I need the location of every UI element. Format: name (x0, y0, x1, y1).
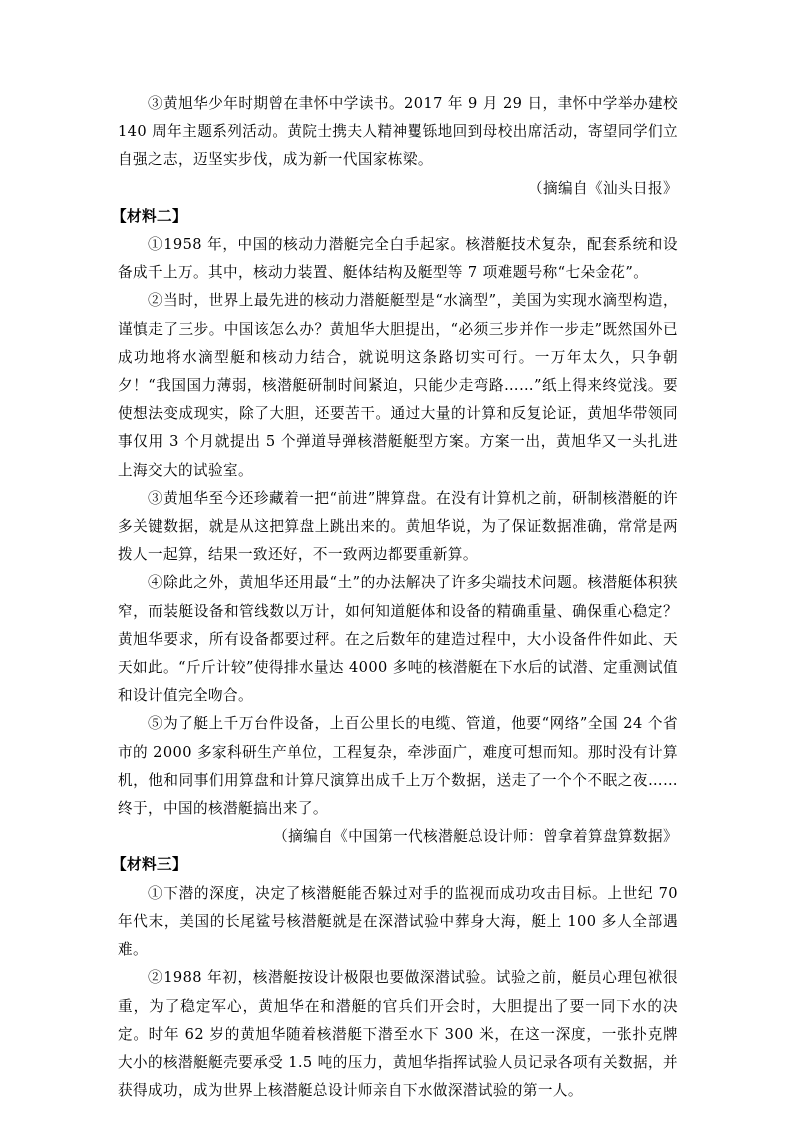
material-three-paragraph-2: ②1988 年初，核潜艇按设计极限也要做深潜试验。试验之前，艇员心理包袱很重，为了稳定军心，黄旭华在和潜艇的官兵们开会时，大胆提出了要一同下水的决定。时年 62 岁的黄旭华随着核潜艇下潜至水下 300 米，在这一深度，一张扑克牌大小的核潜艇艇壳要承受 1.5 吨的压力，黄旭华指挥试验人员记录各项有关数据，并获得成功，成为世界上核潜艇总设计师亲自下水做深潜试验的第一人。 (118, 969, 678, 1100)
document-body (112, 90, 678, 1105)
material-two-paragraph-1: ①1958 年，中国的核动力潜艇完全白手起家。核潜艇技术复杂，配套系统和设备成千上万。其中，核动力装置、艇体结构及艇型等 7 项难题号称“七朵金花”。 (118, 236, 678, 282)
material-three-paragraph-1: ①下潜的深度，决定了核潜艇能否躲过对手的监视而成功攻击目标。上世纪 70 年代末，美国的长尾鲨号核潜艇就是在深潜试验中葬身大海，艇上 100 多人全部遇难。 (118, 884, 678, 959)
material-two-paragraph-5: ⑤为了艇上千万台件设备，上百公里长的电缆、管道，他要“网络”全国 24 个省市的 2000 多家科研生产单位，工程复杂，牵涉面广，难度可想而知。那时没有计算机，他和同事们用算盘和计算尺演算出成千上万个数据，送走了一个个不眠之夜……终于，中国的核潜艇搞出来了。 (118, 715, 678, 818)
material-two-paragraph-2: ②当时，世界上最先进的核动力潜艇艇型是“水滴型”，美国为实现水滴型构造，谨慎走了三步。中国该怎么办？黄旭华大胆提出，“必须三步并作一步走”既然国外已成功地将水滴型艇和核动力结合，就说明这条路切实可行。一万年太久，只争朝夕！“我国国力薄弱，核潜艇研制时间紧迫，只能少走弯路……”纸上得来终觉浅。要使想法变成现实，除了大胆，还要苦干。通过大量的计算和反复论证，黄旭华带领同事仅用 3 个月就提出 5 个弹道导弹核潜艇艇型方案。方案一出，黄旭华又一头扎进上海交大的试验室。 (118, 292, 678, 479)
material-two-heading: 【材料二】 (112, 207, 187, 225)
source-citation-1: （摘编自《汕头日报》 (528, 179, 678, 197)
material-two-paragraph-4: ④除此之外，黄旭华还用最“土”的办法解决了许多尖端技术问题。核潜艇体积狭窄，而装艇设备和管线数以万计，如何知道艇体和设备的精确重量、确保重心稳定？黄旭华要求，所有设备都要过秤。在之后数年的建造过程中，大小设备件件如此、天天如此。“斤斤计较”使得排水量达 4000 多吨的核潜艇在下水后的试潜、定重测试值和设计值完全吻合。 (118, 574, 678, 705)
material-two-paragraph-3: ③黄旭华至今还珍藏着一把“前进”牌算盘。在没有计算机之前，研制核潜艇的许多关键数据，就是从这把算盘上跳出来的。黄旭华说，为了保证数据准确，常常是两拨人一起算，结果一致还好，不一致两边都要重新算。 (118, 489, 678, 564)
material-one-paragraph-3: ③黄旭华少年时期曾在聿怀中学读书。2017 年 9 月 29 日，聿怀中学举办建校 140 周年主题系列活动。黄院士携夫人精神矍铄地回到母校出席活动，寄望同学们立自强之志，迈坚实步伐，成为新一代国家栋梁。 (118, 95, 678, 169)
source-citation-2: （摘编自《中国第一代核潜艇总设计师：曾拿着算盘算数据》 (273, 828, 678, 846)
material-three-heading: 【材料三】 (112, 856, 187, 874)
